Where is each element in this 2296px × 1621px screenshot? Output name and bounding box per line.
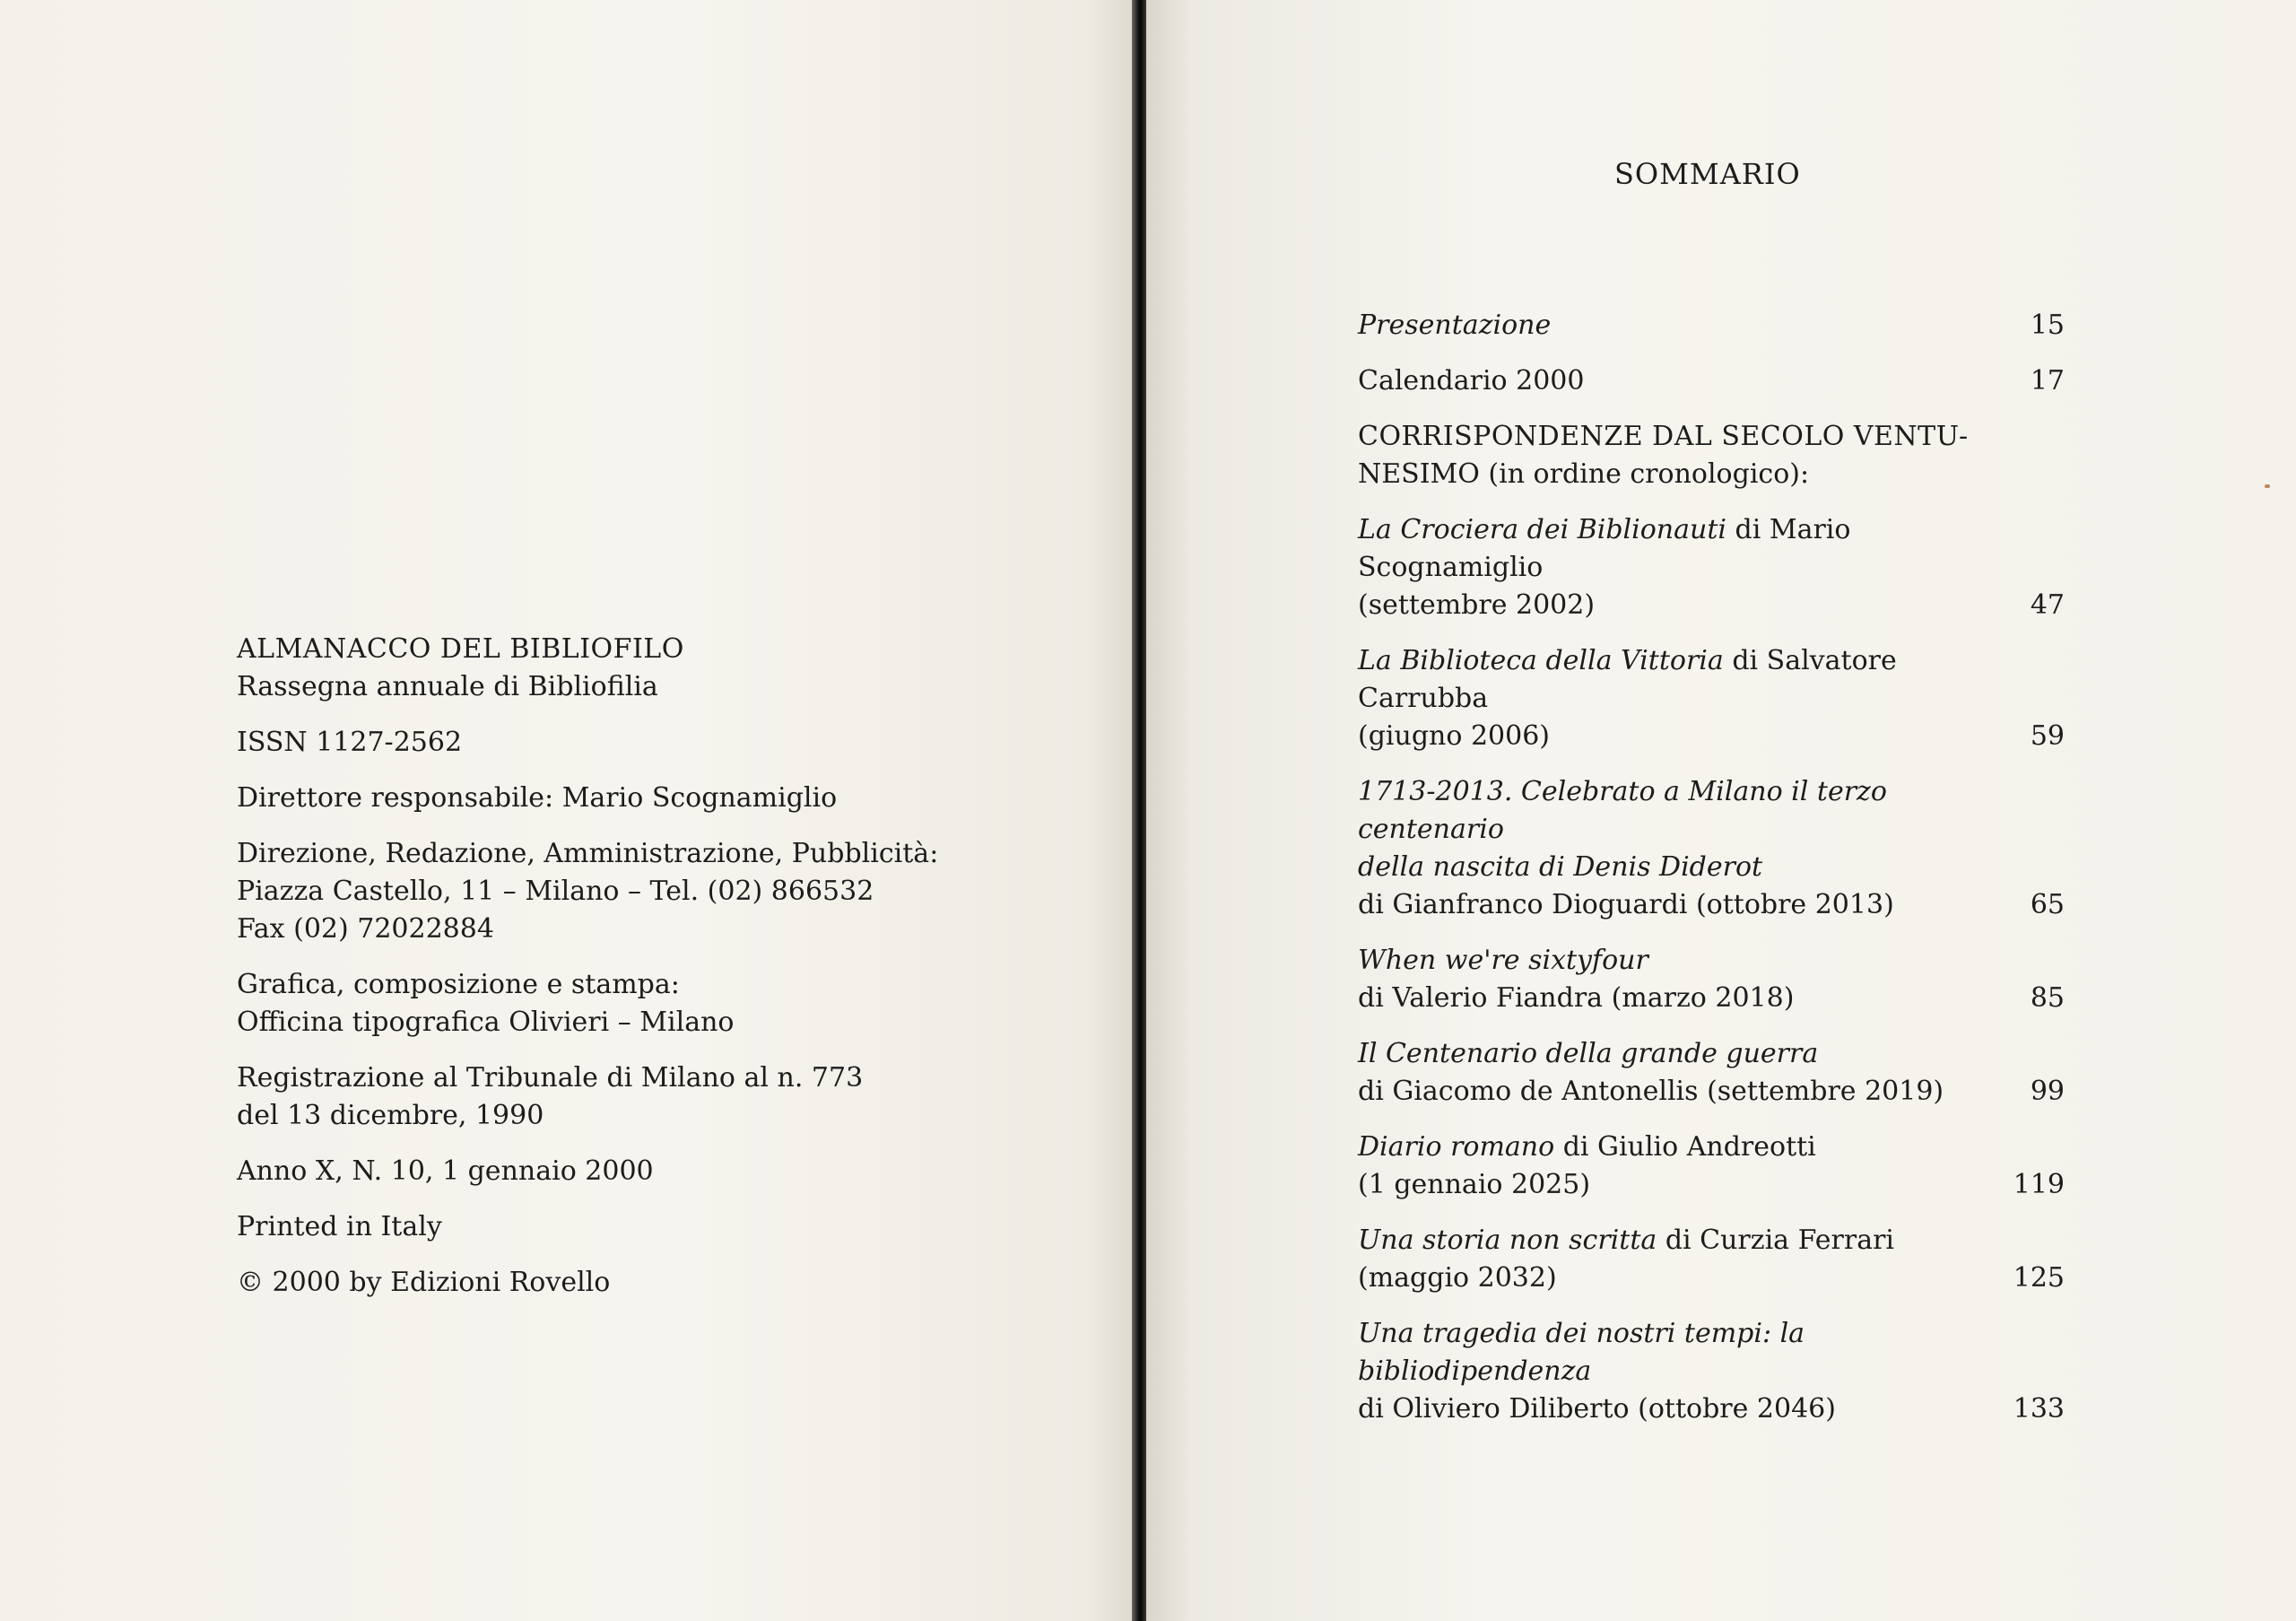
- toc-entry-author: di Giulio Andreotti: [1554, 1131, 1816, 1163]
- toc-entry-title: Diario romano: [1358, 1131, 1555, 1163]
- offices-label: Direzione, Redazione, Amministrazione, Pubblicità:: [237, 838, 939, 869]
- toc-entry-title: When we're sixtyfour: [1358, 945, 1648, 976]
- left-page: [0, 0, 1132, 1621]
- toc-page-number: 99: [2030, 1076, 2065, 1107]
- toc-entry-date: (settembre 2002): [1358, 589, 1596, 621]
- section-heading: [1358, 418, 2065, 493]
- colophon-title-block: [237, 631, 954, 706]
- address: Piazza Castello, 11 – Milano – Tel. (02) 866532: [237, 876, 874, 907]
- toc-page-number: 59: [2030, 720, 2065, 752]
- toc-entry-title: Calendario 2000: [1358, 365, 1585, 397]
- toc-entry-author: di Oliviero Diliberto (ottobre 2046): [1358, 1393, 1836, 1425]
- toc-page-number: 125: [2013, 1262, 2065, 1294]
- toc-entry-title-cont: della nascita di Denis Diderot: [1358, 851, 1763, 883]
- registration-line2: del 13 dicembre, 1990: [237, 1100, 544, 1131]
- fax: Fax (02) 72022884: [237, 913, 494, 945]
- colophon: [237, 631, 954, 1320]
- toc-entry: [1358, 1315, 2065, 1428]
- toc-entry: [1358, 307, 2065, 344]
- toc-entry-author: di Gianfranco Dioguardi (ottobre 2013): [1358, 889, 1894, 920]
- almanac-subtitle: Rassegna annuale di Bibliofilia: [237, 671, 658, 702]
- toc-entry-title: Una storia non scritta: [1358, 1224, 1657, 1256]
- toc-entry-author: di Curzia Ferrari: [1657, 1224, 1895, 1256]
- offices-block: [237, 835, 954, 948]
- toc-entry-title: Presentazione: [1358, 309, 1552, 341]
- almanac-title: ALMANACCO DEL BIBLIOFILO: [237, 633, 684, 665]
- toc-entry-title: Il Centenario della grande guerra: [1358, 1038, 1819, 1069]
- registration-line1: Registrazione al Tribunale di Milano al n. 773: [237, 1062, 864, 1094]
- toc-entry: [1358, 1222, 2065, 1297]
- toc-entry: [1358, 1035, 2065, 1111]
- director: Direttore responsabile: Mario Scognamiglio: [237, 782, 838, 814]
- toc-entry-author: di Valerio Fiandra (marzo 2018): [1358, 982, 1795, 1014]
- toc-entry-date: (giugno 2006): [1358, 720, 1550, 752]
- toc-entry-date: (1 gennaio 2025): [1358, 1169, 1591, 1200]
- printer: Officina tipografica Olivieri – Milano: [237, 1007, 735, 1038]
- toc-page-number: 47: [2030, 589, 2065, 621]
- toc-entry: [1358, 362, 2065, 400]
- toc-entry-title: La Biblioteca della Vittoria: [1358, 645, 1724, 676]
- toc-entry: [1358, 1129, 2065, 1204]
- printing-label: Grafica, composizione e stampa:: [237, 969, 680, 1000]
- toc-entry: [1358, 642, 2065, 755]
- book-gutter: [1132, 0, 1146, 1621]
- toc-page-number: 133: [2013, 1393, 2065, 1425]
- registration-block: [237, 1059, 954, 1135]
- toc-page-number: 85: [2030, 982, 2065, 1014]
- toc-entry-title: Una tragedia dei nostri tempi: la bibliodipendenza: [1358, 1318, 1805, 1387]
- toc-entry: [1358, 773, 2065, 924]
- issue: Anno X, N. 10, 1 gennaio 2000: [237, 1155, 654, 1187]
- toc-entry-author: di Mario Scognamiglio: [1358, 514, 1851, 583]
- toc-page-number: 15: [2030, 309, 2065, 341]
- toc-entry-title: La Crociera dei Biblionauti: [1358, 514, 1726, 545]
- toc-page-number: 65: [2030, 889, 2065, 920]
- copyright: © 2000 by Edizioni Rovello: [237, 1267, 611, 1298]
- toc-entry-date: (maggio 2032): [1358, 1262, 1557, 1294]
- toc-entry: [1358, 942, 2065, 1017]
- toc-page-number: 17: [2030, 365, 2065, 397]
- issn: ISSN 1127-2562: [237, 727, 463, 758]
- section-heading-line1: CORRISPONDENZE DAL SECOLO VENTU-: [1358, 421, 1969, 452]
- toc-entry-author: di Salvatore Carrubba: [1358, 645, 1897, 714]
- toc-entry-title: 1713-2013. Celebrato a Milano il terzo centenario: [1358, 776, 1887, 845]
- section-heading-line2: NESIMO (in ordine cronologico):: [1358, 458, 1810, 490]
- page-title: SOMMARIO: [1614, 157, 1801, 191]
- printed-in: Printed in Italy: [237, 1211, 442, 1242]
- toc-entry-author: di Giacomo de Antonellis (settembre 2019): [1358, 1076, 1944, 1107]
- table-of-contents: [1358, 307, 2065, 1446]
- paper-speck: [2265, 484, 2270, 488]
- toc-entry: [1358, 511, 2065, 624]
- printing-block: [237, 966, 954, 1041]
- toc-page-number: 119: [2013, 1169, 2065, 1200]
